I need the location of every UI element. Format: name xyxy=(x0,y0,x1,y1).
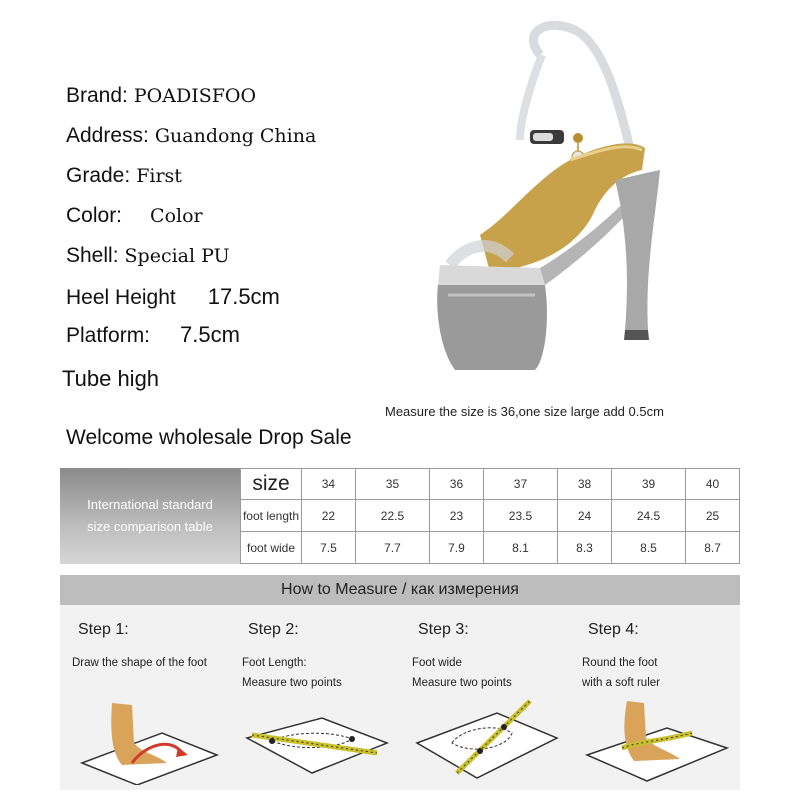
spec-label: Platform: xyxy=(66,324,151,347)
table-row-size xyxy=(241,469,740,500)
spec-label: Color: xyxy=(66,204,123,227)
spec-shell xyxy=(66,244,230,268)
step-3 xyxy=(400,605,570,790)
table-cell: 38 xyxy=(558,469,612,500)
table-cell: 7.9 xyxy=(430,532,484,564)
spec-value: Guandong China xyxy=(154,125,317,147)
spec-value: First xyxy=(136,165,182,187)
foot-width-illustration xyxy=(412,693,562,785)
caption-line: size comparison table xyxy=(87,519,213,534)
step-description xyxy=(412,653,512,693)
step-line: Draw the shape of the foot xyxy=(72,657,207,669)
spec-value: Special PU xyxy=(124,245,230,267)
step-description xyxy=(242,653,342,693)
row-header: foot wide xyxy=(241,532,302,564)
table-cell: 40 xyxy=(686,469,740,500)
table-cell: 23.5 xyxy=(483,500,557,532)
size-note: Measure the size is 36,one size large add 0.5cm xyxy=(385,404,664,419)
table-cell: 36 xyxy=(430,469,484,500)
step-title: Step 4: xyxy=(588,621,639,638)
size-comparison-block xyxy=(60,468,740,564)
spec-value: POADISFOO xyxy=(133,85,257,107)
spec-heel-height xyxy=(66,284,280,310)
size-table-caption xyxy=(60,468,240,564)
step-line: Foot wide xyxy=(412,657,462,669)
caption-line: International standard xyxy=(87,497,213,512)
step-title: Step 3: xyxy=(418,621,469,638)
spec-label: Heel Height xyxy=(66,286,176,309)
step-line: Measure two points xyxy=(412,677,512,689)
spec-label: Tube high xyxy=(62,366,160,391)
spec-label: Address: xyxy=(66,124,149,147)
table-cell: 34 xyxy=(302,469,356,500)
table-cell: 23 xyxy=(430,500,484,532)
table-cell: 7.5 xyxy=(302,532,356,564)
step-line: Round the foot xyxy=(582,657,658,669)
draw-foot-illustration xyxy=(72,693,222,785)
spec-value: 7.5cm xyxy=(180,322,240,347)
spec-label: Shell: xyxy=(66,244,119,267)
step-4 xyxy=(570,605,740,790)
table-row-foot-wide xyxy=(241,532,740,564)
step-line: with a soft ruler xyxy=(582,677,660,689)
how-to-measure-panel xyxy=(60,575,740,790)
round-foot-illustration xyxy=(582,693,732,785)
table-cell: 39 xyxy=(611,469,685,500)
spec-value: Color xyxy=(150,205,203,227)
table-cell: 24.5 xyxy=(611,500,685,532)
step-description xyxy=(72,653,207,673)
spec-value: 17.5cm xyxy=(207,284,280,309)
spec-brand xyxy=(66,84,256,108)
step-line: Measure two points xyxy=(242,677,342,689)
foot-length-illustration xyxy=(242,693,392,785)
spec-address xyxy=(66,124,316,148)
step-title: Step 2: xyxy=(248,621,299,638)
table-row-foot-length xyxy=(241,500,740,532)
table-cell: 8.3 xyxy=(558,532,612,564)
step-title: Step 1: xyxy=(78,621,129,638)
spec-grade xyxy=(66,164,182,188)
spec-label: Brand: xyxy=(66,84,128,107)
table-cell: 8.5 xyxy=(611,532,685,564)
table-cell: 35 xyxy=(355,469,429,500)
spec-tube xyxy=(62,366,159,392)
table-cell: 24 xyxy=(558,500,612,532)
spec-color xyxy=(66,204,203,228)
spec-platform xyxy=(66,322,240,348)
step-1 xyxy=(60,605,230,790)
table-cell: 37 xyxy=(483,469,557,500)
spec-label: Grade: xyxy=(66,164,131,187)
step-2 xyxy=(230,605,400,790)
table-cell: 8.1 xyxy=(483,532,557,564)
product-sandal-image xyxy=(420,10,680,405)
table-cell: 7.7 xyxy=(355,532,429,564)
step-description xyxy=(582,653,660,693)
step-line: Foot Length: xyxy=(242,657,307,669)
size-table xyxy=(240,468,740,564)
row-header: size xyxy=(241,469,302,500)
table-cell: 22 xyxy=(302,500,356,532)
table-cell: 8.7 xyxy=(686,532,740,564)
wholesale-banner: Welcome wholesale Drop Sale xyxy=(66,426,352,449)
row-header: foot length xyxy=(241,500,302,532)
how-to-measure-title: How to Measure / как измерения xyxy=(60,575,740,605)
table-cell: 22.5 xyxy=(355,500,429,532)
table-cell: 25 xyxy=(686,500,740,532)
